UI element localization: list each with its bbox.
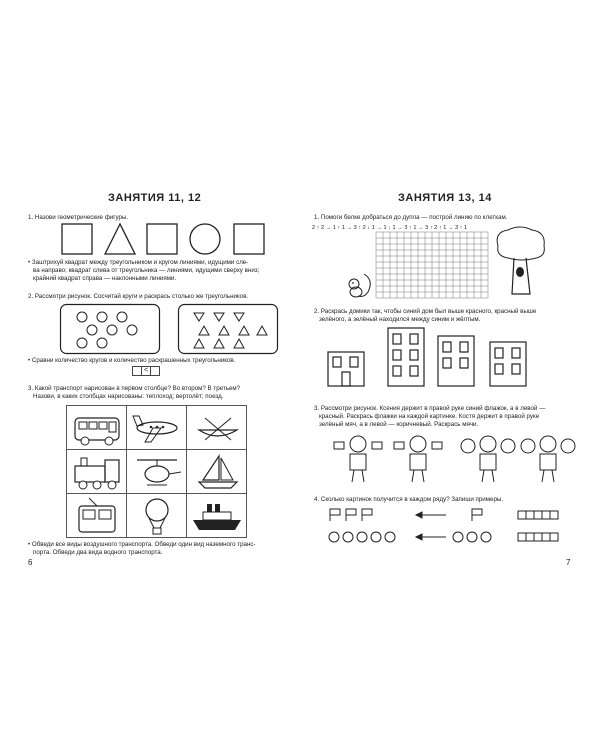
tram-cell[interactable] xyxy=(66,493,127,538)
task-3-line3-right: зелёный мяч, а в левой — коричневый. Раскрась мячи. xyxy=(319,421,479,428)
task-2-line2-right: зелёного, а зелёный находился между синим и жёлтым. xyxy=(319,316,481,323)
task-2-bullet: • Сравни количество кругов и количество раскрашенных треугольников. xyxy=(28,357,236,364)
task-3-line2-right: красный. Раскрась флажки на каждой картинке. Костя держит в правой руке xyxy=(319,413,540,420)
helicopter-cell[interactable] xyxy=(126,449,187,494)
task-1-text-right: 1. Помоги белке добраться до дупла — построй линию по клеткам. xyxy=(314,214,508,221)
triangles-frame xyxy=(178,304,278,354)
right-page-title: ЗАНЯТИЯ 13, 14 xyxy=(398,192,492,204)
children-row[interactable] xyxy=(328,432,578,484)
task-1-bullet-line1: • Заштрихуй квадрат между треугольником и кругом линиями, идущими сле- xyxy=(28,259,249,266)
bus-icon xyxy=(67,406,128,451)
compare-box-right[interactable] xyxy=(150,366,160,376)
left-page xyxy=(0,180,300,572)
balloon-cell[interactable] xyxy=(126,493,187,538)
task-1-bullet-line3: крайний квадрат справа — наклонными линиями. xyxy=(33,275,177,282)
tram-icon xyxy=(67,494,128,539)
task-3-line1: 3. Какой транспорт нарисован в первом столбце? Во втором? В третьем? xyxy=(28,385,241,392)
tree-icon xyxy=(492,226,548,298)
page-number-right: 7 xyxy=(566,558,571,567)
path-grid[interactable] xyxy=(376,232,488,298)
task-3-line1-right: 3. Рассмотри рисунок. Ксения держит в правой руке синий флажок, а в левой — xyxy=(314,405,546,412)
hot-air-balloon-icon xyxy=(127,494,188,539)
train-icon xyxy=(67,450,128,495)
sailboat-icon xyxy=(187,450,248,495)
sailboat-cell[interactable] xyxy=(186,449,247,494)
right-page xyxy=(300,180,600,572)
houses-row[interactable] xyxy=(328,326,578,388)
task-3-bullet-line1: • Обведи все виды воздушного транспорта. Обведи один вид наземного транс- xyxy=(28,541,256,548)
bus-cell[interactable] xyxy=(66,405,127,450)
squirrel-icon xyxy=(344,270,374,300)
flags-equation-row[interactable] xyxy=(328,508,578,522)
boat-icon xyxy=(187,406,248,451)
ship-icon xyxy=(187,494,248,539)
task-3-line2: Назови, в каких столбцах нарисованы: теплоход; вертолёт; поезд. xyxy=(33,393,224,400)
rowboat-cell[interactable] xyxy=(186,405,247,450)
helicopter-icon xyxy=(127,450,188,495)
left-page-title: ЗАНЯТИЯ 11, 12 xyxy=(108,192,202,204)
compare-sign: < xyxy=(143,367,149,374)
path-code: 2 ↑ 2 → 1 ↑ 1 → 3 ↑ 2 ↓ 1 → 1 ↓ 1 → 3 ↑ 1 → 3 ↑ 2 ↑ 1 → 3 ↑ 1 xyxy=(312,225,468,231)
task-2-text: 2. Рассмотри рисунок. Сосчитай круги и раскрась столько же треугольников. xyxy=(28,293,249,300)
geometric-shapes xyxy=(28,224,298,264)
page-number-left: 6 xyxy=(28,558,33,567)
airplane-icon xyxy=(127,406,188,451)
airplane-cell[interactable] xyxy=(126,405,187,450)
circles-frame xyxy=(60,304,160,354)
task-3-bullet-line2: порта. Обведи два вида водного транспорта. xyxy=(33,549,163,556)
train-cell[interactable] xyxy=(66,449,127,494)
ship-cell[interactable] xyxy=(186,493,247,538)
snowflakes-equation-row[interactable] xyxy=(328,530,578,544)
task-4-text-right: 4. Сколько картинок получится в каждом ряду? Запиши примеры. xyxy=(314,496,504,503)
transport-grid xyxy=(66,405,246,537)
task-1-bullet-line2: ва направо; квадрат слева от треугольника — линиями, идущими сверху вниз; xyxy=(33,267,260,274)
task-1-text: 1. Назови геометрические фигуры. xyxy=(28,214,129,221)
task-2-line1-right: 2. Раскрась домики так, чтобы синий дом был выше красного, красный выше xyxy=(314,308,537,315)
